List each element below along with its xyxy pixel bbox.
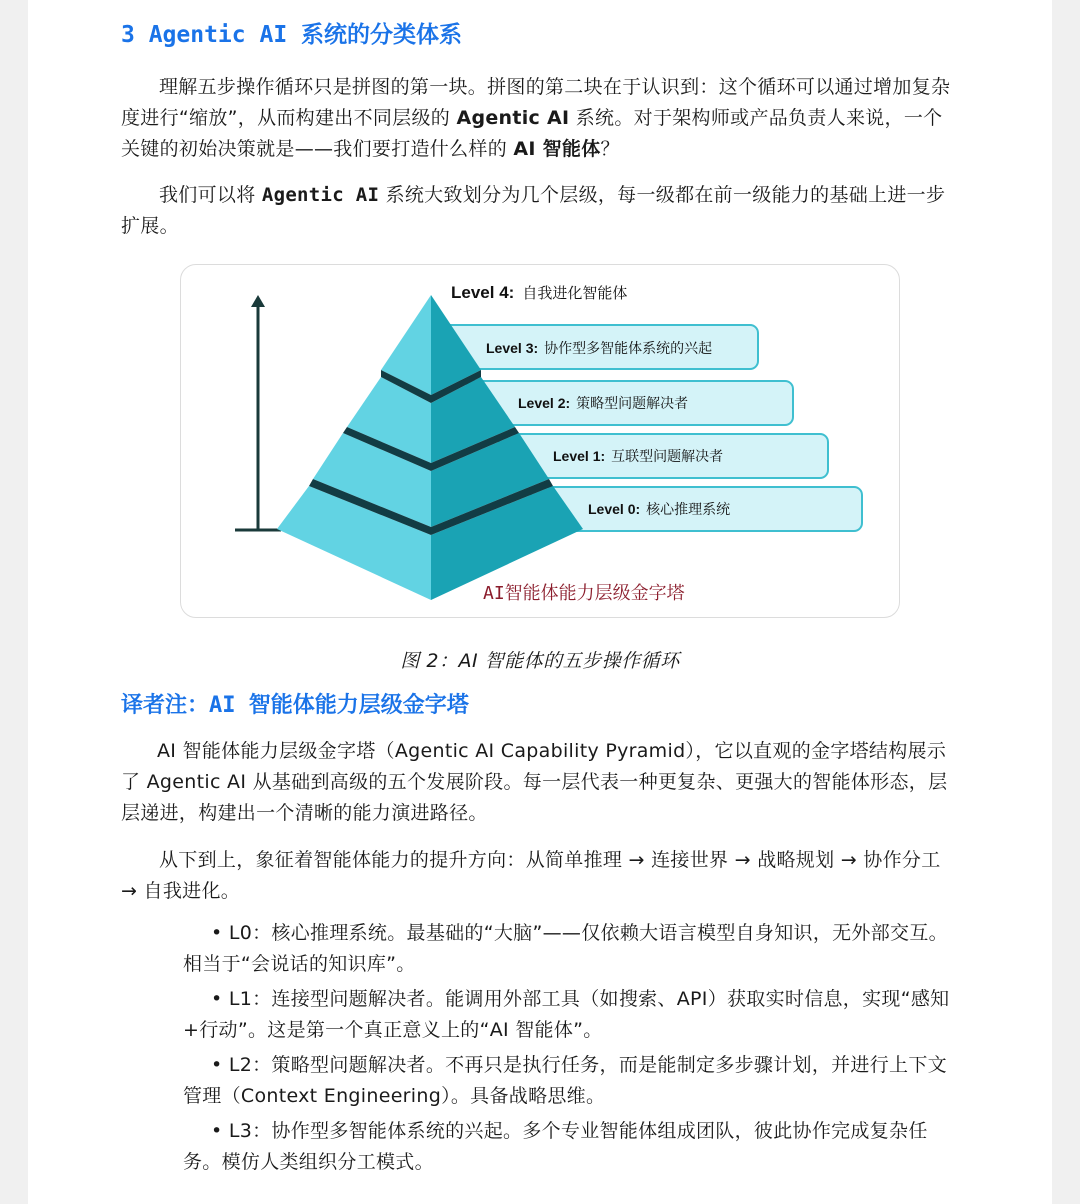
level0-label [588, 501, 730, 517]
bullet-l3 [183, 1116, 963, 1178]
para1-bold-1: Agentic AI [456, 107, 570, 129]
para1-text-2: 系统。对于架构师或产品负责人来说，一个关键的初始决策就是——我们要打造什么样的 [121, 107, 943, 160]
level3-number: Level 3: [486, 340, 539, 356]
para1-text-1: 理解五步操作循环只是拼图的第一块。拼图的第二块在于认识到：这个循环可以通过增加复杂度进行“缩放”，从而构建出不同层级的 [121, 76, 951, 129]
para1-bold-2: AI 智能体 [513, 138, 601, 160]
up-arrow-icon [251, 295, 265, 307]
pyramid-diagram [181, 265, 899, 617]
para2-text-1: 我们可以将 [159, 184, 262, 206]
level4-desc: 自我进化智能体 [522, 285, 628, 302]
bullet-dot: • [211, 1120, 229, 1142]
para2-text-2: 系统大致划分为几个层级，每一级都在前一级能力的基础上进一步扩展。 [121, 184, 946, 237]
figure-title: AI智能体能力层级金字塔 [483, 583, 685, 604]
levels-paragraph [121, 180, 961, 242]
pyramid-figure [180, 264, 900, 618]
intro-paragraph [121, 72, 961, 165]
bullet-l3-text: L3：协作型多智能体系统的兴起。多个专业智能体组成团队，彼此协作完成复杂任务。模仿人类组织分工模式。 [183, 1120, 928, 1173]
bullet-l2-text: L2：策略型问题解决者。不再只是执行任务，而是能制定多步骤计划，并进行上下文管理（Context Engineering）。具备战略思维。 [183, 1054, 947, 1107]
level0-number: Level 0: [588, 501, 641, 517]
level1-number: Level 1: [553, 448, 606, 464]
level0-desc: 核心推理系统 [646, 501, 731, 517]
para2-bold-1: Agentic AI [261, 184, 380, 206]
bullet-dot: • [211, 1054, 229, 1076]
note-heading: 译者注：AI 智能体能力层级金字塔 [121, 693, 469, 718]
document-page [28, 0, 1052, 1204]
figure-caption: 图 2：AI 智能体的五步操作循环 [400, 650, 680, 672]
bullet-l1 [183, 984, 963, 1046]
para1-text-3: ？ [600, 138, 620, 160]
section-heading: 3 Agentic AI 系统的分类体系 [121, 22, 463, 48]
level4-number: Level 4: [451, 283, 515, 302]
bullet-l1-text: L1：连接型问题解决者。能调用外部工具（如搜索、API）获取实时信息，实现“感知+行动”。这是第一个真正意义上的“AI 智能体”。 [183, 988, 950, 1041]
note-paragraph-2: 从下到上，象征着智能体能力的提升方向：从简单推理 → 连接世界 → 战略规划 → 协作分工 → 自我进化。 [121, 849, 941, 902]
bullet-dot: • [211, 922, 229, 944]
level2-label [518, 395, 688, 411]
bullet-dot: • [211, 988, 229, 1010]
level1-label [553, 448, 723, 464]
bullet-l2 [183, 1050, 963, 1112]
level1-desc: 互联型问题解决者 [611, 448, 724, 464]
bullet-l0 [183, 918, 963, 980]
bullet-l0-text: L0：核心推理系统。最基础的“大脑”——仅依赖大语言模型自身知识，无外部交互。相当于“会说话的知识库”。 [183, 922, 948, 975]
level2-number: Level 2: [518, 395, 571, 411]
level2-desc: 策略型问题解决者 [576, 395, 689, 411]
level4-label [451, 283, 627, 302]
level3-label [486, 340, 712, 356]
level3-desc: 协作型多智能体系统的兴起 [544, 340, 713, 356]
note-paragraph-1: AI 智能体能力层级金字塔（Agentic AI Capability Pyramid），它以直观的金字塔结构展示了 Agentic AI 从基础到高级的五个发展阶段。每一层代表一种更复杂、更强大的智能体形态，层层递进，构建出一个清晰的能力演进路径。 [121, 740, 948, 824]
